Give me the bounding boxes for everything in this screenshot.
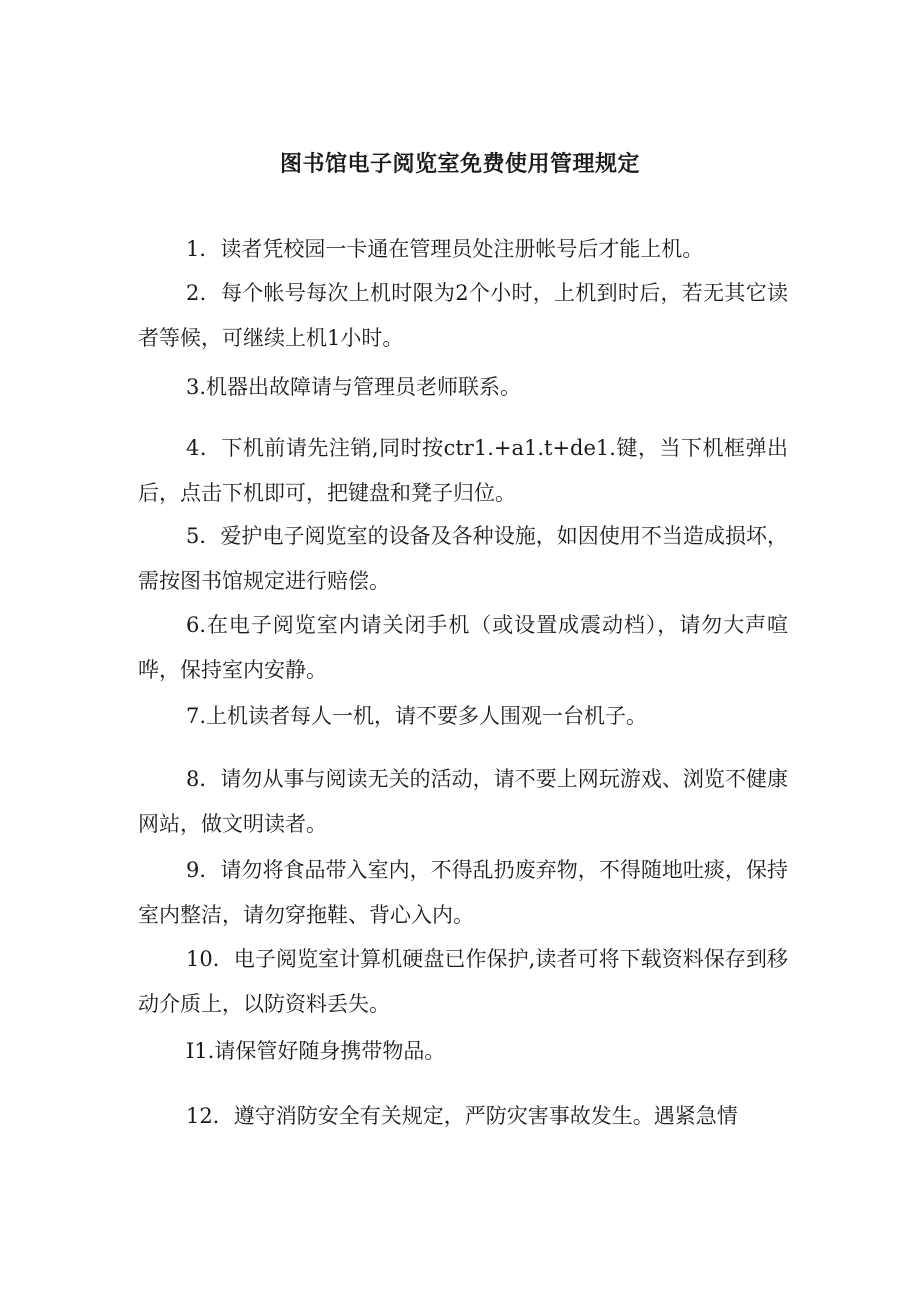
page-title: 图书馆电子阅览室免费使用管理规定 xyxy=(279,151,640,177)
rule-item-7: 7.上机读者每人一机，请不要多人围观一台机子。 xyxy=(186,704,648,728)
rule-item-8: 8．请勿从事与阅读无关的活动，请不要上网玩游戏、浏览不健康网站，做文明读者。 xyxy=(138,767,788,836)
rule-item-6: 6.在电子阅览室内请关闭手机（或设置成震动档），请勿大声喧哗，保持室内安静。 xyxy=(138,613,788,682)
rule-item-12: 12．遵守消防安全有关规定，严防灾害事故发生。遇紧急情 xyxy=(186,1104,738,1128)
rule-item-3: 3.机器出故障请与管理员老师联系。 xyxy=(186,375,522,399)
rule-item-9: 9．请勿将食品带入室内，不得乱扔废弃物，不得随地吐痰，保持室内整洁，请勿穿拖鞋、背心入内。 xyxy=(138,858,788,927)
rule-item-2: 2．每个帐号每次上机时限为2个小时，上机到时后，若无其它读者等候，可继续上机1小时。 xyxy=(138,281,788,350)
rule-item-4: 4．下机前请先注销,同时按ctr1.+a1.t+de1.键，当下机框弹出后，点击下机即可，把键盘和凳子归位。 xyxy=(138,436,788,505)
rule-item-5: 5．爱护电子阅览室的设备及各种设施，如因使用不当造成损坏，需按图书馆规定进行赔偿。 xyxy=(138,524,788,593)
rule-item-1: 1．读者凭校园一卡通在管理员处注册帐号后才能上机。 xyxy=(186,237,704,261)
rule-item-10: 10．电子阅览室计算机硬盘已作保护,读者可将下载资料保存到移动介质上，以防资料丢失。 xyxy=(138,947,788,1016)
rule-item-11: I1.请保管好随身携带物品。 xyxy=(186,1039,446,1063)
